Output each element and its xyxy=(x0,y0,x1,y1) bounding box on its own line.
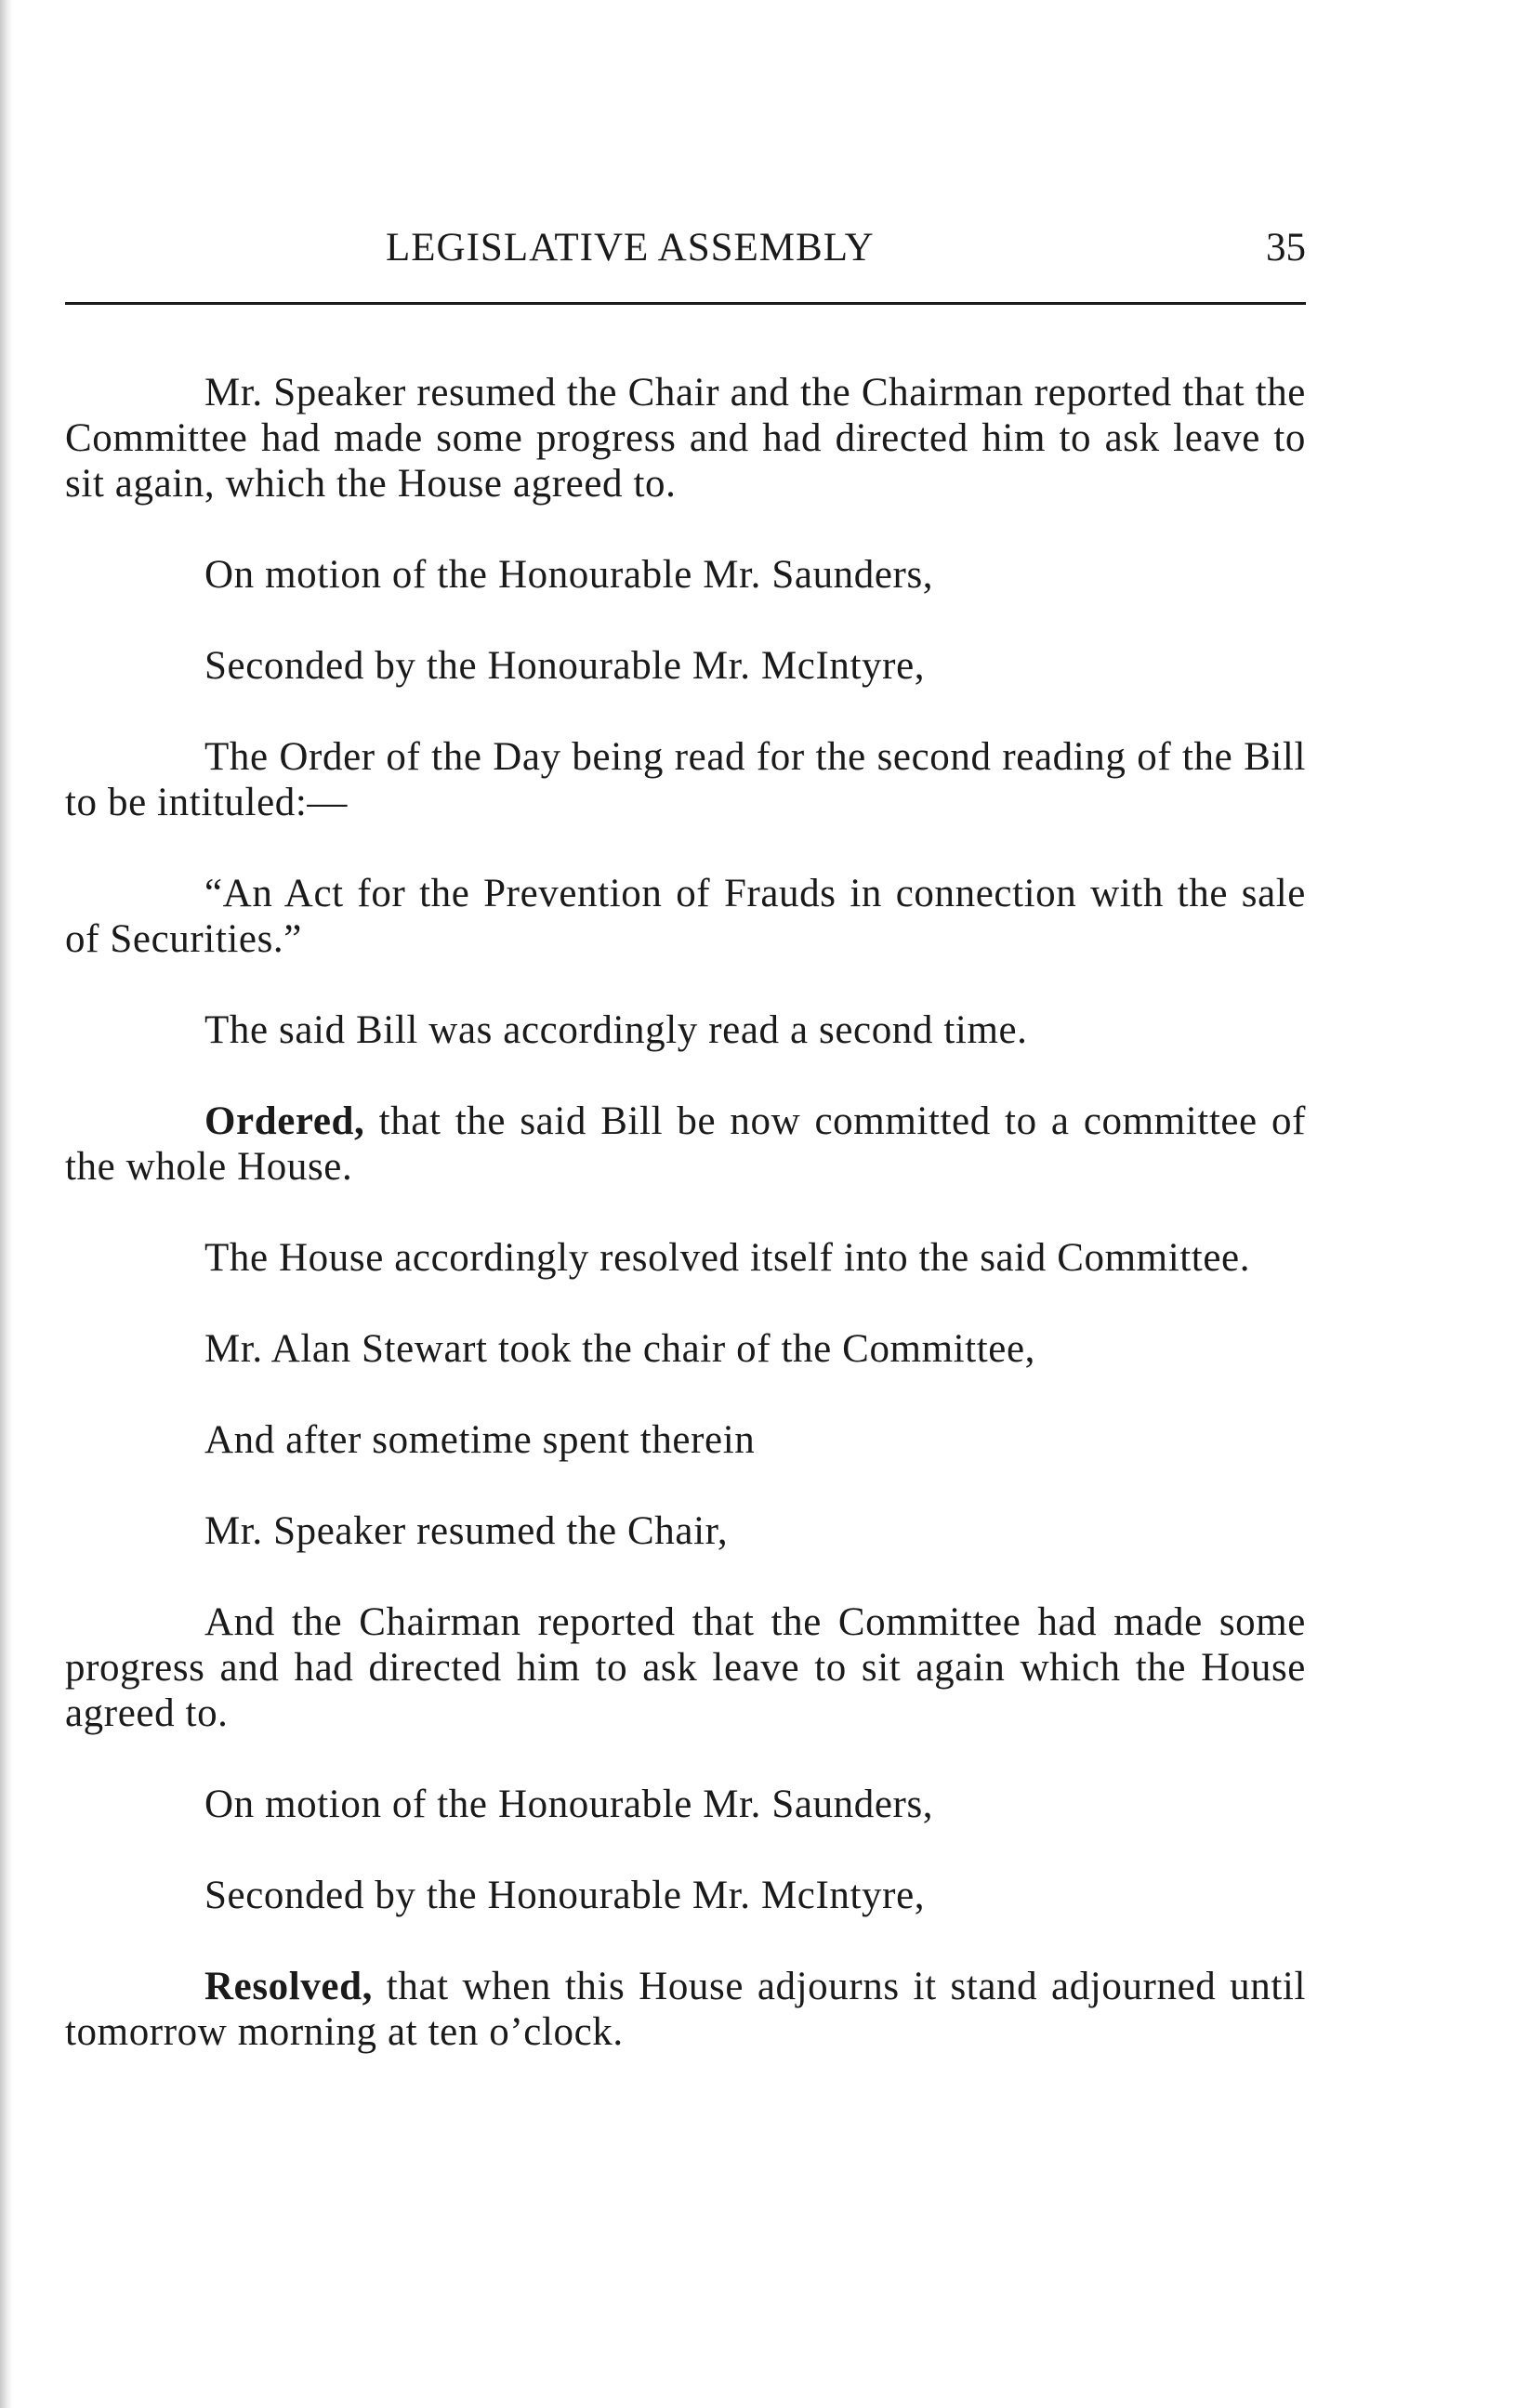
paragraph-seconded-mcintyre: Seconded by the Honourable Mr. McIntyre, xyxy=(204,644,926,688)
resolved-keyword: Resolved, xyxy=(204,1965,373,2008)
paragraph-house-resolved: The House accordingly resolved itself into the said Committee. xyxy=(204,1236,1251,1280)
paragraph-resolved: Resolved, that when this House adjourns it stand adjourned until tomorrow morning at ten o’clock. xyxy=(65,1965,1306,2054)
paragraph-seconded-mcintyre-2: Seconded by the Honourable Mr. McIntyre, xyxy=(204,1874,926,1917)
page-header xyxy=(65,225,1306,281)
paragraph-speaker-resumed: Mr. Speaker resumed the Chair and the Chairman reported that the Committee had made some progress and had directed him to ask leave to sit again, which the House agreed to. xyxy=(65,371,1306,506)
ordered-keyword: Ordered, xyxy=(204,1099,365,1143)
paragraph-motion-saunders: On motion of the Honourable Mr. Saunders, xyxy=(204,553,934,597)
scan-edge-shadow xyxy=(0,0,13,2408)
paragraph-stewart-chair: Mr. Alan Stewart took the chair of the Committee, xyxy=(204,1327,1035,1371)
paragraph-order-of-day: The Order of the Day being read for the second reading of the Bill to be intituled:— xyxy=(65,735,1306,824)
paragraph-bill-title: “An Act for the Prevention of Frauds in connection with the sale of Securities.” xyxy=(65,872,1306,961)
paragraph-chairman-reported: And the Chairman reported that the Committee had made some progress and had directed him to ask leave to sit again which the House agreed to. xyxy=(65,1600,1306,1735)
page-number: 35 xyxy=(1266,226,1306,270)
header-rule xyxy=(65,302,1306,305)
paragraph-ordered: Ordered, that the said Bill be now committed to a committee of the whole House. xyxy=(65,1099,1306,1189)
paragraph-sometime-spent: And after sometime spent therein xyxy=(204,1418,756,1462)
paragraph-second-reading: The said Bill was accordingly read a second time. xyxy=(204,1008,1028,1052)
running-head: LEGISLATIVE ASSEMBLY xyxy=(386,226,875,270)
body-text xyxy=(65,370,1306,2100)
paragraph-speaker-chair: Mr. Speaker resumed the Chair, xyxy=(204,1509,729,1553)
paragraph-motion-saunders-2: On motion of the Honourable Mr. Saunders, xyxy=(204,1783,934,1826)
